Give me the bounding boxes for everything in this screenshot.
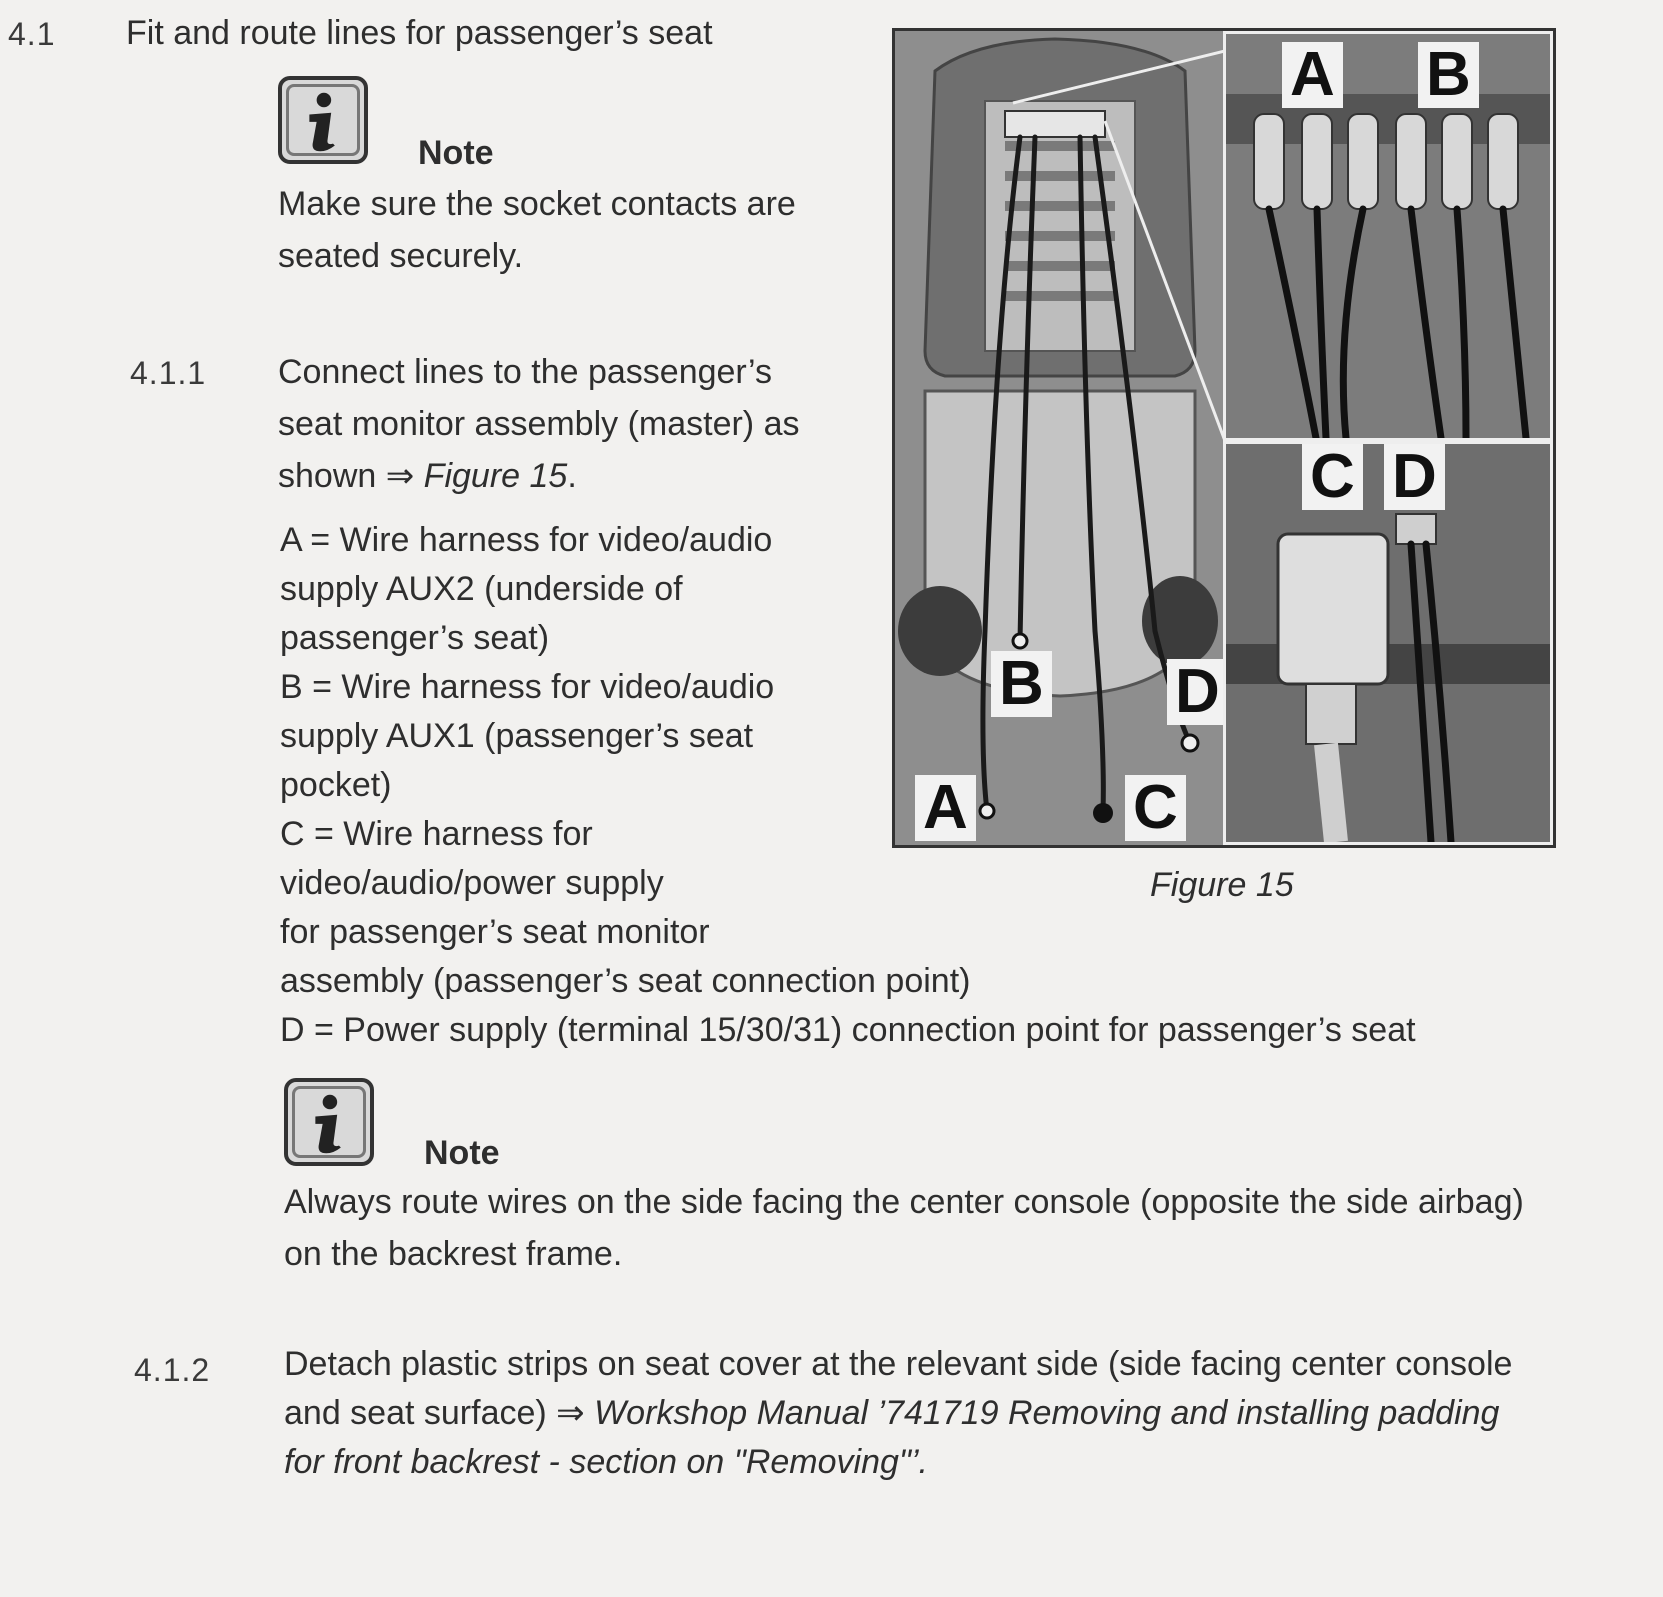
legend-line: for passenger’s seat monitor: [280, 913, 710, 951]
note-line: seated securely.: [278, 237, 524, 275]
punctuation: ’.: [910, 1443, 928, 1481]
step-intro-line: Connect lines to the passenger’s: [278, 353, 772, 391]
note-title: Note: [418, 134, 494, 172]
legend-line: C = Wire harness for: [280, 815, 593, 853]
step-number: 4.1.1: [130, 355, 207, 391]
section-title: Fit and route lines for passenger’s seat: [126, 14, 713, 52]
step-intro-line: [278, 450, 800, 502]
inset-label-c: C: [1302, 444, 1363, 510]
figure-reference-link[interactable]: Figure 15: [423, 457, 568, 495]
label-a: A: [915, 775, 976, 841]
note-text: [278, 178, 796, 282]
note-line: Make sure the socket contacts are: [278, 185, 796, 223]
section-number: 4.1: [8, 16, 56, 52]
step-line: [284, 1389, 1512, 1438]
step-intro-line: seat monitor assembly (master) as: [278, 405, 800, 443]
inset-ab-photo: [1223, 31, 1553, 441]
legend-line: B = Wire harness for video/audio: [280, 668, 775, 706]
legend-line: A = Wire harness for video/audio: [280, 521, 773, 559]
legend-line: passenger’s seat): [280, 619, 550, 657]
label-d: D: [1167, 659, 1228, 725]
label-b: B: [991, 651, 1052, 717]
inset-label-b: B: [1418, 42, 1479, 108]
step-number: 4.1.2: [134, 1352, 211, 1388]
arrow-prefix: and seat surface) ⇒: [284, 1394, 595, 1432]
label-c: C: [1125, 775, 1186, 841]
step-line: [284, 1438, 1512, 1487]
step-text: [284, 1340, 1512, 1487]
info-icon: [284, 1078, 374, 1166]
legend-line: pocket): [280, 766, 392, 804]
note-line: on the backrest frame.: [284, 1235, 623, 1273]
legend-line: D = Power supply (terminal 15/30/31) connection point for passenger’s seat: [280, 1011, 1416, 1049]
legend-line: supply AUX2 (underside of: [280, 570, 683, 608]
arrow-prefix: shown ⇒: [278, 457, 424, 495]
step-intro: [278, 346, 800, 502]
inset-label-d: D: [1384, 444, 1445, 510]
inset-label-a: A: [1282, 42, 1343, 108]
legend-line: assembly (passenger’s seat connection point): [280, 962, 971, 1000]
figure-caption: Figure 15: [1150, 866, 1294, 904]
note-text: [284, 1176, 1524, 1280]
punctuation: .: [567, 457, 577, 495]
legend-line: supply AUX1 (passenger’s seat: [280, 717, 754, 755]
info-icon: [278, 76, 368, 164]
inset-cd-photo: [1223, 441, 1553, 845]
note-line: Always route wires on the side facing the center console (opposite the side airbag): [284, 1183, 1524, 1221]
figure-15: [892, 28, 1556, 848]
note-title: Note: [424, 1134, 500, 1172]
workshop-manual-link-cont[interactable]: for front backrest - section on "Removing": [284, 1443, 911, 1481]
step-line: Detach plastic strips on seat cover at the relevant side (side facing center console: [284, 1345, 1513, 1383]
legend-line: video/audio/power supply: [280, 864, 664, 902]
workshop-manual-link[interactable]: Workshop Manual ’741719 Removing and installing padding: [594, 1394, 1500, 1432]
